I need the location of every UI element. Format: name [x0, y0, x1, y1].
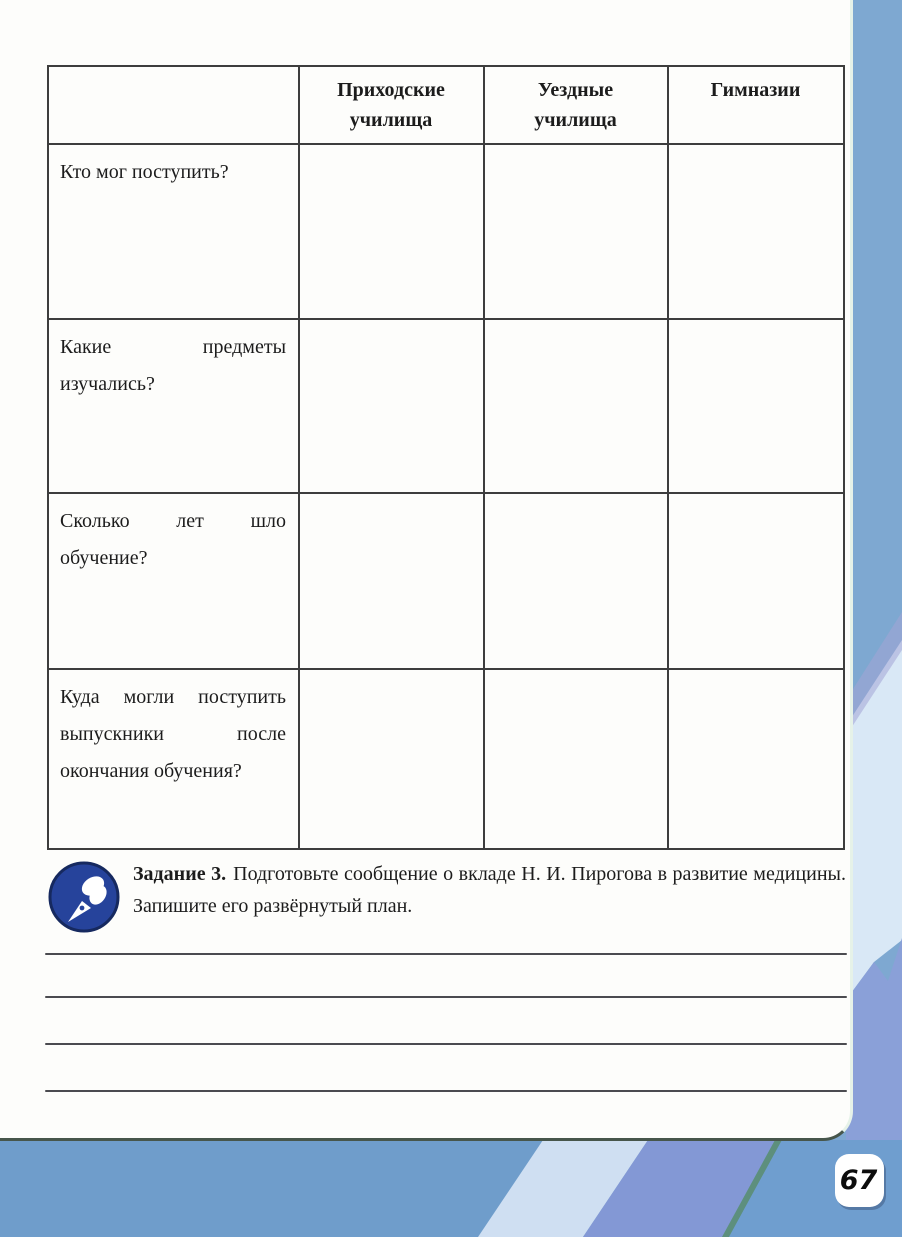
column-header-empty: [48, 66, 299, 144]
question-cell: Куда могли поступить выпускники после окончания обучения?: [48, 669, 299, 849]
answer-cell: [484, 319, 668, 493]
table-row: [48, 669, 844, 849]
column-header-gymnasiums: Гимназии: [668, 66, 844, 144]
table-header-row: [48, 66, 844, 144]
answer-cell: [668, 144, 844, 319]
answer-cell: [299, 493, 484, 669]
answer-cell: [484, 493, 668, 669]
answer-cell: [299, 669, 484, 849]
writing-line: [45, 953, 847, 955]
pen-nib-icon: [47, 860, 121, 934]
answer-cell: [484, 144, 668, 319]
question-cell: Какие предметы изучались?: [48, 319, 299, 493]
task-3-label: Задание 3.: [133, 863, 227, 885]
table-row: [48, 144, 844, 319]
answer-cell: [668, 493, 844, 669]
answer-cell: [299, 319, 484, 493]
table-row: [48, 493, 844, 669]
column-header-district-schools: Уездные училища: [484, 66, 668, 144]
school-comparison-table: [47, 65, 845, 850]
page-number-badge: [835, 1154, 884, 1207]
page-number: 67: [839, 1165, 878, 1196]
answer-cell: [668, 669, 844, 849]
task-3-text: Подготовьте сообщение о вкладе Н. И. Пирогова в развитие медицины. Запишите его развёрнутый план.: [133, 863, 846, 917]
answer-cell: [299, 144, 484, 319]
writing-line: [45, 1090, 847, 1092]
question-cell: Кто мог поступить?: [48, 144, 299, 319]
writing-line: [45, 996, 847, 998]
table-row: [48, 319, 844, 493]
column-header-parish-schools: Приходские училища: [299, 66, 484, 144]
writing-line: [45, 1043, 847, 1045]
answer-cell: [484, 669, 668, 849]
answer-cell: [668, 319, 844, 493]
task-3-paragraph: [133, 858, 846, 922]
question-cell: Сколько лет шло обучение?: [48, 493, 299, 669]
